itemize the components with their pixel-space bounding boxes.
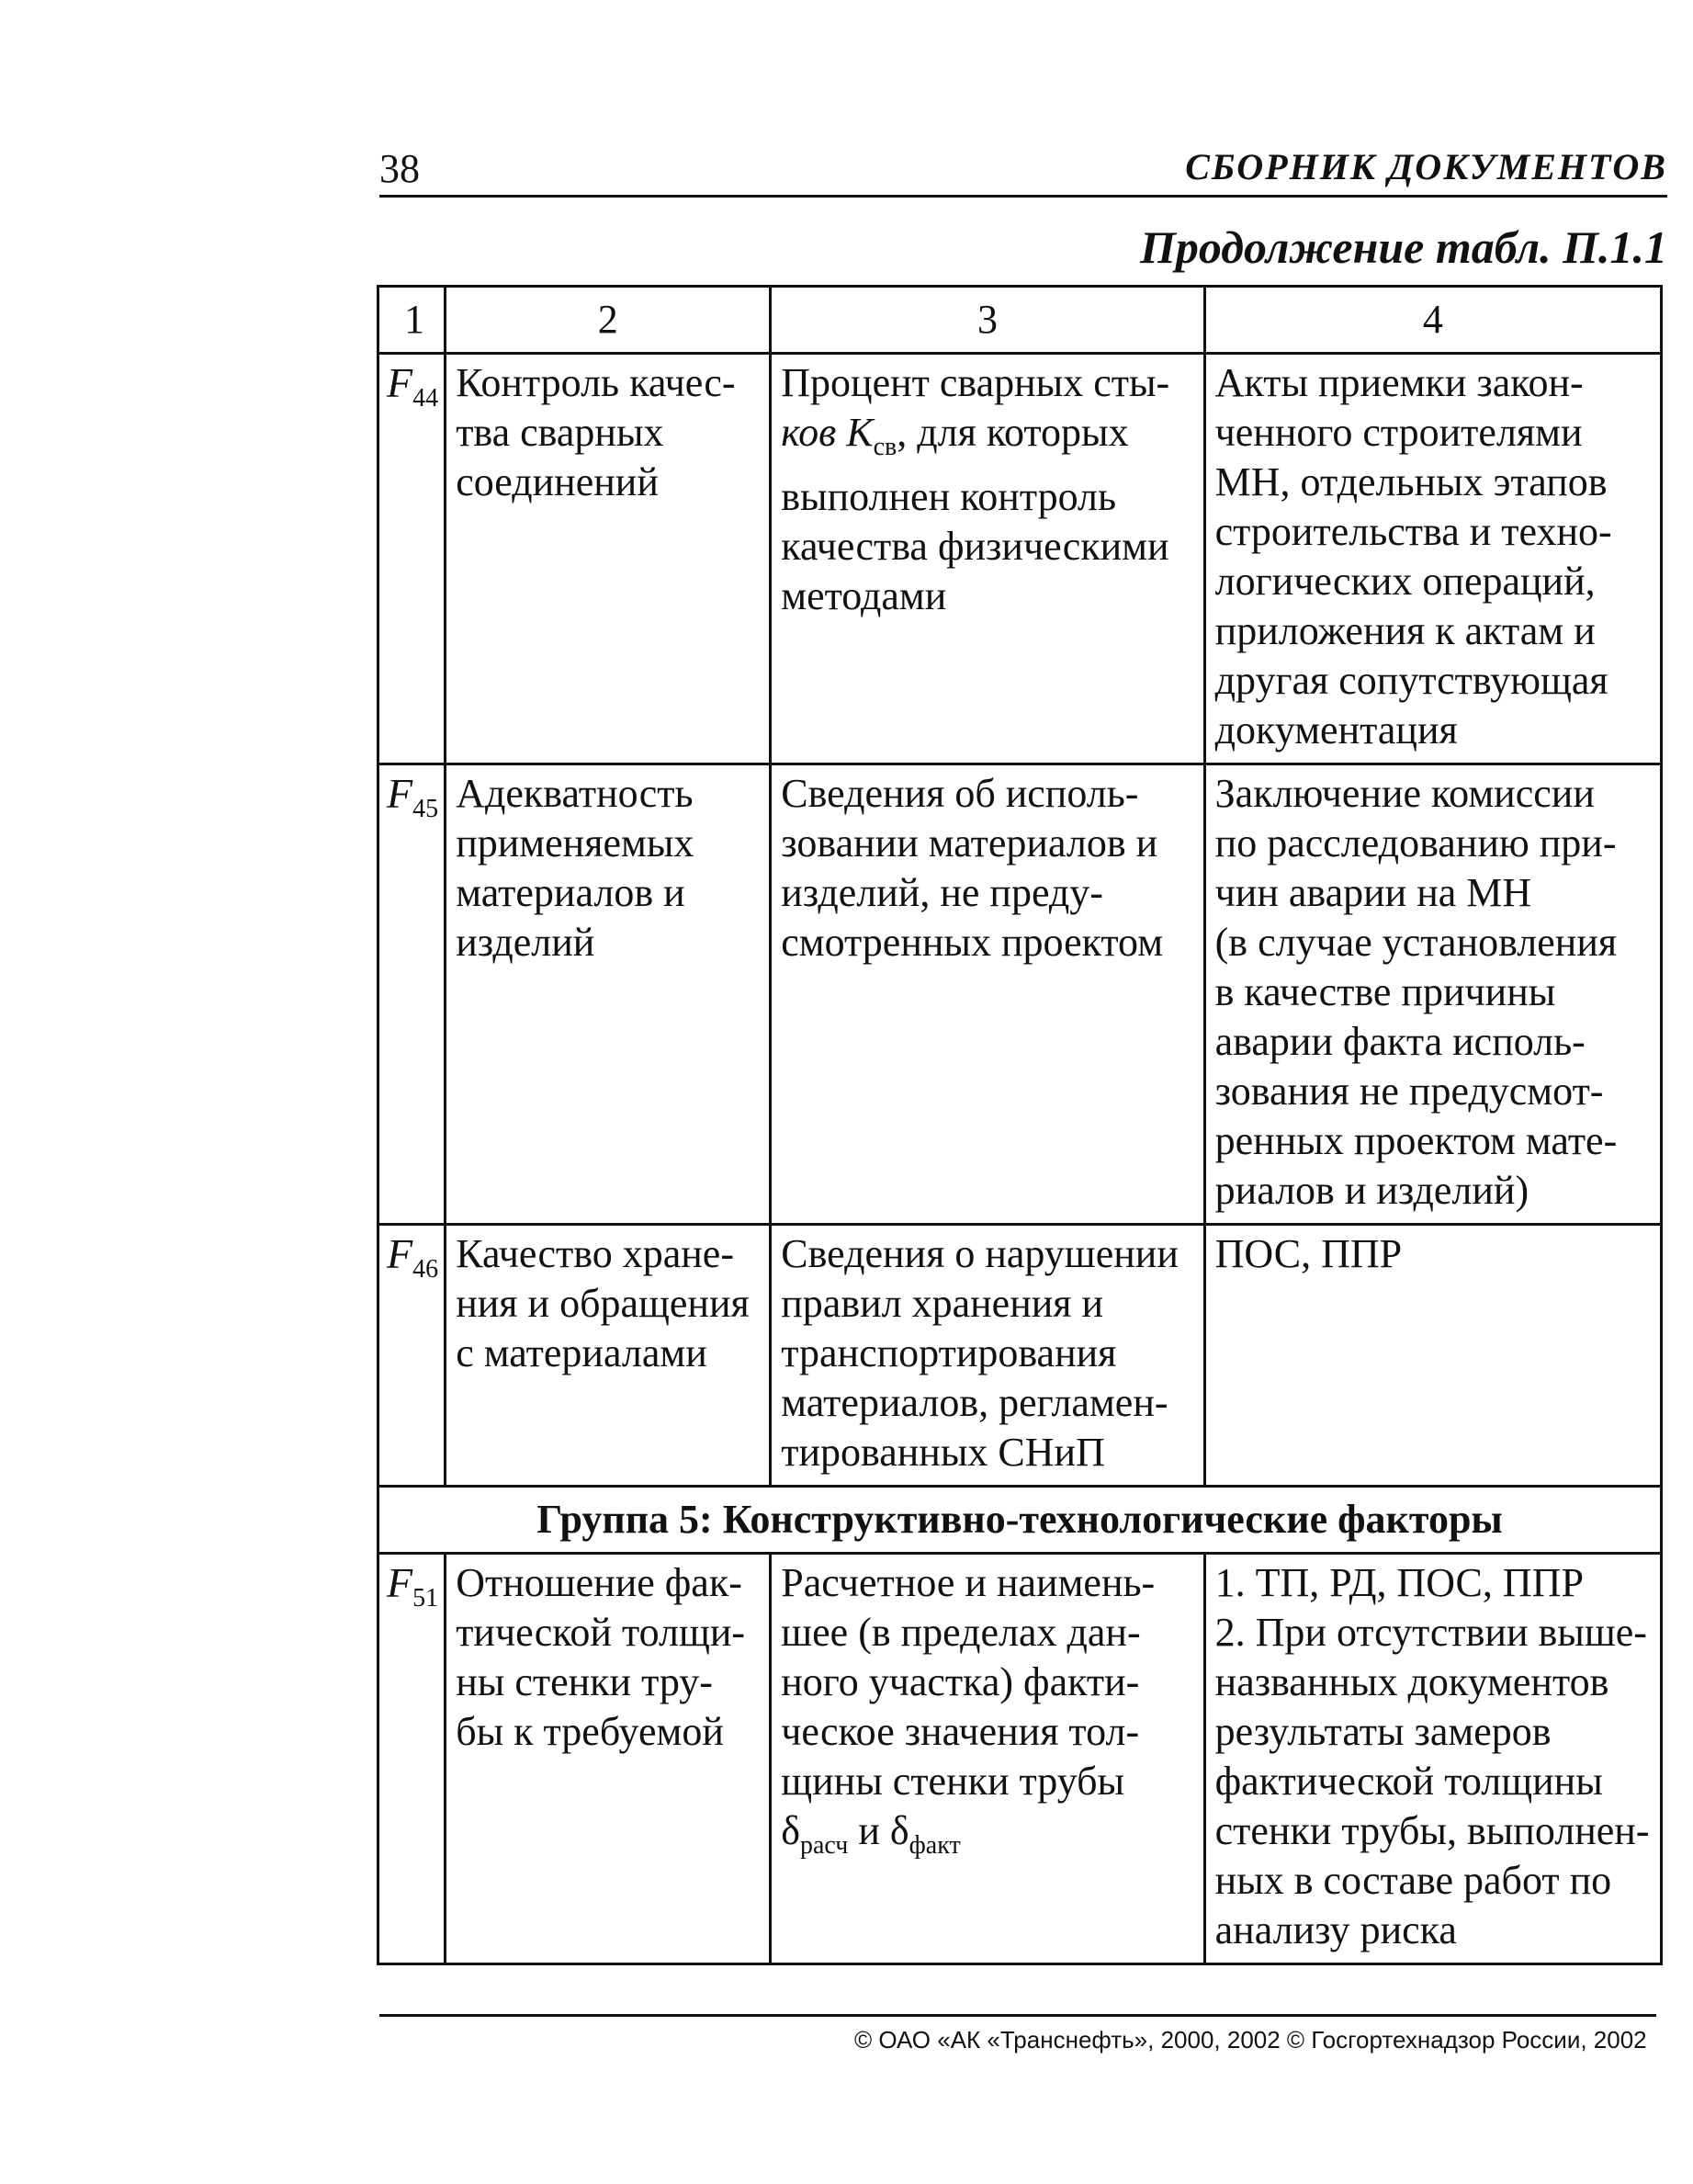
cell-line: смотренных проектом	[781, 920, 1164, 965]
criterion-cell	[446, 1225, 771, 1487]
cell-line: Адекватность	[456, 771, 694, 816]
indicator-cell	[771, 1225, 1204, 1487]
cell-line: транспортирования	[781, 1330, 1117, 1375]
cell-line: документация	[1214, 707, 1458, 753]
cell-line: строительства и техно-	[1214, 509, 1612, 554]
cell-line: ренных проектом мате-	[1214, 1118, 1618, 1163]
cell-line: тированных СНиП	[781, 1430, 1105, 1475]
cell-line: логических операций,	[1214, 559, 1596, 604]
cell-line: Акты приемки закон-	[1214, 360, 1584, 405]
cell-line: риалов и изделий)	[1214, 1168, 1529, 1213]
cell-line: ПОС, ППР	[1214, 1231, 1403, 1276]
cell-line: приложения к актам и	[1214, 608, 1596, 653]
cell-line: соединений	[456, 459, 659, 504]
cell-line: Контроль качес-	[456, 360, 736, 405]
cell-line: ного участка) факти-	[781, 1659, 1140, 1704]
factors-table	[377, 285, 1663, 1965]
cell-line	[781, 408, 1193, 472]
cell-line: ных в составе работ по	[1214, 1858, 1612, 1903]
factor-cell	[378, 354, 446, 764]
cell-line: ны стенки тру-	[456, 1659, 713, 1704]
factor-cell	[378, 1554, 446, 1964]
subscript: расч	[799, 1830, 849, 1860]
indicator-cell	[771, 764, 1204, 1225]
cell-line: ческое значения тол-	[781, 1709, 1140, 1754]
cell-line: бы к требуемой	[456, 1709, 724, 1754]
criterion-cell	[446, 354, 771, 764]
cell-line: изделий	[456, 920, 595, 965]
cell-line: Сведения о нарушении	[781, 1231, 1179, 1276]
factor-symbol: F	[387, 1230, 413, 1277]
cell-line: в качестве причины	[1214, 969, 1556, 1014]
table-row	[378, 764, 1662, 1225]
column-header: 2	[446, 287, 771, 354]
source-cell	[1204, 764, 1661, 1225]
running-title: СБОРНИК ДОКУМЕНТОВ	[1185, 146, 1667, 187]
table-row	[378, 1225, 1662, 1487]
delta-symbol: δ	[889, 1808, 909, 1853]
cell-line: применяемых	[456, 820, 694, 866]
cell-line: Качество хране-	[456, 1231, 734, 1276]
indicator-cell	[771, 1554, 1204, 1964]
table-row	[378, 1554, 1662, 1964]
column-header: 4	[1204, 287, 1661, 354]
cell-line: Расчетное и наимень-	[781, 1560, 1156, 1605]
header-rule	[379, 195, 1667, 198]
cell-line: фактической толщины	[1214, 1759, 1603, 1804]
cell-line: результаты замеров	[1214, 1709, 1552, 1754]
cell-line: 1. ТП, РД, ПОС, ППР	[1214, 1560, 1584, 1605]
criterion-cell	[446, 764, 771, 1225]
cell-line: тва сварных	[456, 410, 664, 455]
cell-line: зования не предусмот-	[1214, 1069, 1604, 1114]
factor-symbol: F	[387, 1559, 413, 1606]
cell-line: качества физическими	[781, 523, 1169, 569]
cell-line: тической толщи-	[456, 1610, 746, 1655]
cell-line: шее (в пределах дан-	[781, 1610, 1141, 1655]
cell-line: с материалами	[456, 1330, 707, 1375]
cell-line: щины стенки трубы	[781, 1759, 1125, 1804]
subscript: св	[873, 432, 897, 461]
footer-rule	[379, 2014, 1656, 2017]
cell-line: Процент сварных сты-	[781, 360, 1170, 405]
cell-line: ченного строителями	[1214, 410, 1583, 455]
copyright-footer: © ОАО «АК «Транснефть», 2000, 2002 © Госгортехнадзор России, 2002	[854, 2026, 1647, 2054]
factor-symbol: F	[387, 359, 413, 406]
cell-line: по расследованию при-	[1214, 820, 1617, 866]
delta-symbol: δ	[781, 1808, 800, 1853]
cell-line: МН, отдельных этапов	[1214, 459, 1608, 504]
conjunction: и	[848, 1808, 890, 1853]
cell-line: ния и обращения	[456, 1281, 750, 1326]
column-header: 3	[771, 287, 1204, 354]
table-row	[378, 354, 1662, 764]
source-cell	[1204, 354, 1661, 764]
cell-line: изделий, не преду-	[781, 870, 1103, 915]
cell-line: материалов, регламен-	[781, 1380, 1168, 1425]
factor-cell	[378, 764, 446, 1225]
factor-index: 51	[412, 1584, 439, 1613]
cell-line: чин аварии на МН	[1214, 870, 1532, 915]
criterion-cell	[446, 1554, 771, 1964]
cell-line: Сведения об исполь-	[781, 771, 1139, 816]
cell-text: , для которых	[897, 410, 1129, 455]
factor-index: 45	[412, 795, 439, 824]
cell-line: методами	[781, 572, 947, 618]
factor-cell	[378, 1225, 446, 1487]
table-header-row	[378, 287, 1662, 354]
factor-symbol: F	[387, 770, 413, 817]
indicator-cell	[771, 354, 1204, 764]
cell-line: материалов и	[456, 870, 685, 915]
cell-text: ков K	[781, 410, 874, 455]
cell-line: правил хранения и	[781, 1281, 1104, 1326]
group-row	[378, 1487, 1662, 1554]
factor-index: 46	[412, 1255, 439, 1284]
factor-index: 44	[412, 384, 439, 413]
page-number: 38	[379, 146, 420, 191]
thickness-symbols	[781, 1806, 1193, 1871]
source-cell	[1204, 1225, 1661, 1487]
cell-line: зовании материалов и	[781, 820, 1158, 866]
cell-line: Отношение фак-	[456, 1560, 742, 1605]
source-cell	[1204, 1554, 1661, 1964]
column-header: 1	[378, 287, 446, 354]
cell-line: названных документов	[1214, 1659, 1609, 1704]
cell-line: 2. При отсутствии выше-	[1214, 1610, 1647, 1655]
group-title: Группа 5: Конструктивно-технологические факторы	[378, 1487, 1662, 1554]
subscript: факт	[909, 1830, 961, 1860]
table-caption: Продолжение табл. П.1.1	[1140, 221, 1667, 273]
cell-line: аварии факта исполь-	[1214, 1019, 1586, 1064]
cell-line: Заключение комиссии	[1214, 771, 1595, 816]
cell-line: (в случае установления	[1214, 920, 1618, 965]
cell-line: другая сопутствующая	[1214, 658, 1608, 703]
cell-line: стенки трубы, выполнен-	[1214, 1808, 1650, 1853]
cell-line: анализу риска	[1214, 1907, 1457, 1952]
cell-line: выполнен контроль	[781, 473, 1117, 519]
